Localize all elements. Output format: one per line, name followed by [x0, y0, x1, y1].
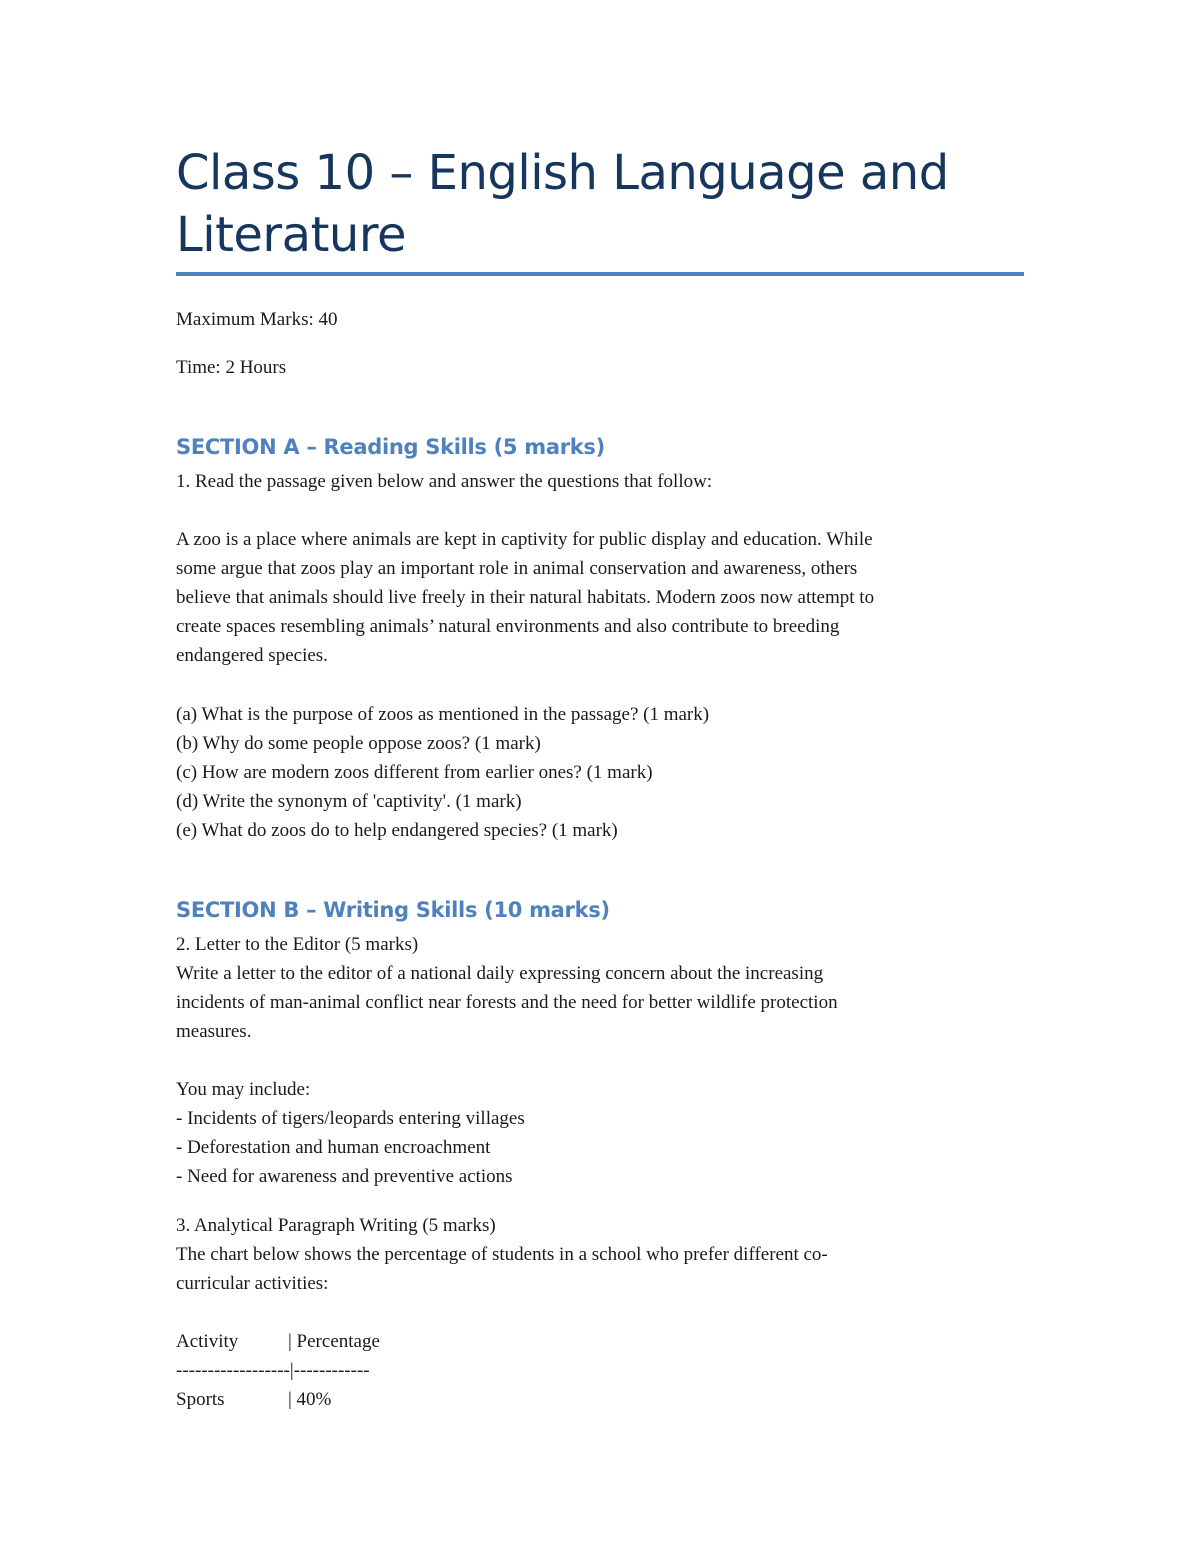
question-1-instruction: 1. Read the passage given below and answer the questions that follow: [176, 471, 713, 492]
maximum-marks: Maximum Marks: 40 [176, 309, 338, 330]
sub-question-a: (a) What is the purpose of zoos as mentioned in the passage? (1 mark) [176, 704, 710, 725]
include-point: - Need for awareness and preventive actions [176, 1166, 513, 1187]
table-cell-percentage: | 40% [288, 1389, 332, 1410]
table-header-row [176, 1327, 380, 1356]
title-underline [176, 272, 1024, 276]
table-header-percentage: | Percentage [288, 1331, 380, 1352]
question-3-prompt-line: curricular activities: [176, 1273, 329, 1294]
question-2-prompt-line: measures. [176, 1021, 252, 1042]
document-title: Class 10 – English Language and Literature [176, 145, 949, 263]
passage-line: some argue that zoos play an important role in animal conservation and awareness, others [176, 558, 858, 579]
table-row [176, 1385, 331, 1414]
include-label: You may include: [176, 1079, 311, 1100]
passage-line: A zoo is a place where animals are kept in captivity for public display and education. While [176, 529, 873, 550]
question-2-title: 2. Letter to the Editor (5 marks) [176, 934, 419, 955]
table-cell-activity: Sports [176, 1389, 225, 1410]
passage-line: endangered species. [176, 645, 328, 666]
question-2-prompt-line: incidents of man-animal conflict near forests and the need for better wildlife protection [176, 992, 838, 1013]
table-separator: ------------------|------------ [176, 1360, 370, 1381]
include-point: - Incidents of tigers/leopards entering villages [176, 1108, 525, 1129]
table-header-activity: Activity [176, 1331, 239, 1352]
question-2-prompt-line: Write a letter to the editor of a national daily expressing concern about the increasing [176, 963, 824, 984]
time-allowed: Time: 2 Hours [176, 357, 287, 378]
question-3-prompt-line: The chart below shows the percentage of students in a school who prefer different co- [176, 1244, 828, 1265]
sub-question-d: (d) Write the synonym of 'captivity'. (1 mark) [176, 791, 522, 812]
passage-line: believe that animals should live freely in their natural habitats. Modern zoos now attempt to [176, 587, 875, 608]
section-a-heading: SECTION A – Reading Skills (5 marks) [176, 435, 605, 459]
sub-question-c: (c) How are modern zoos different from earlier ones? (1 mark) [176, 762, 653, 783]
section-b-heading: SECTION B – Writing Skills (10 marks) [176, 898, 610, 922]
passage-line: create spaces resembling animals’ natural environments and also contribute to breeding [176, 616, 840, 637]
include-point: - Deforestation and human encroachment [176, 1137, 491, 1158]
sub-question-b: (b) Why do some people oppose zoos? (1 mark) [176, 733, 541, 754]
sub-question-e: (e) What do zoos do to help endangered species? (1 mark) [176, 820, 618, 841]
question-3-title: 3. Analytical Paragraph Writing (5 marks) [176, 1215, 496, 1236]
